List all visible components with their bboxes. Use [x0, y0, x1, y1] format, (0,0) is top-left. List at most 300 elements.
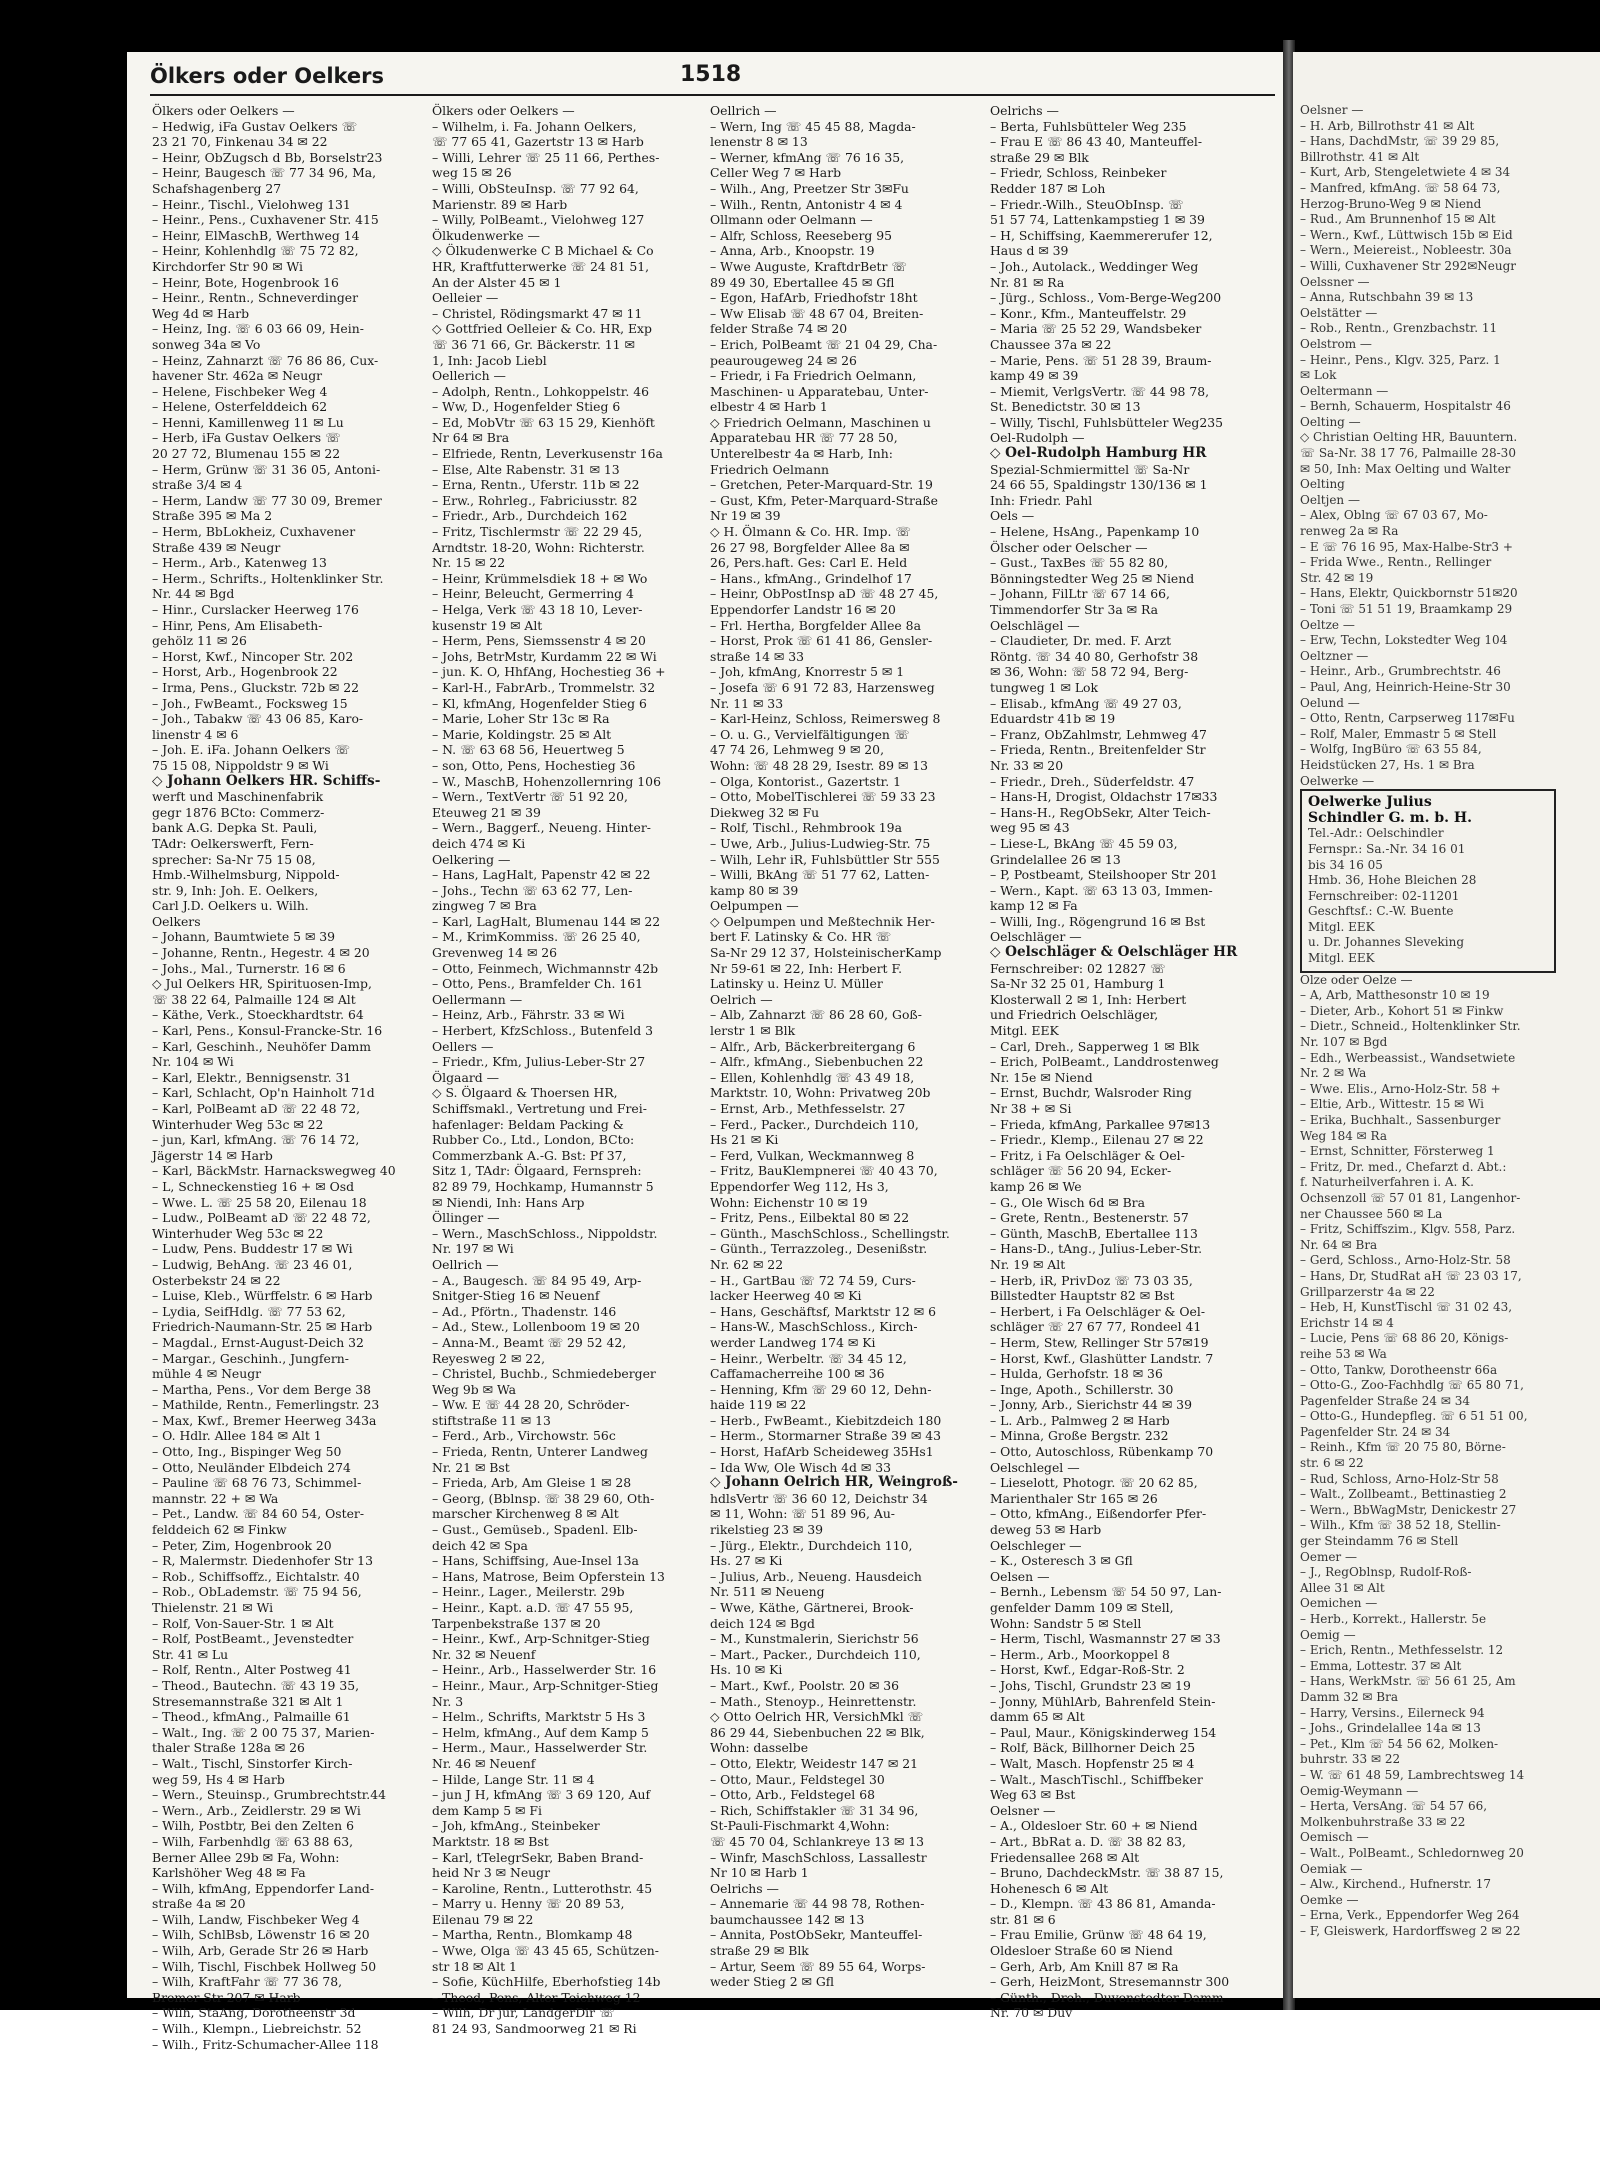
directory-entry-line: Timmendorfer Str 3a ✉ Ra: [990, 602, 1158, 617]
directory-entry-line: – H., GartBau ☏ 72 74 59, Curs-: [710, 1272, 916, 1288]
directory-entry-line: – jun. K. O, HhfAng, Hochestieg 36 +: [432, 664, 666, 680]
directory-entry-line: – Karl, LagHalt, Blumenau 144 ✉ 22: [432, 913, 661, 929]
ad-line: Fernspr.: Sa.-Nr. 34 16 01: [1308, 841, 1466, 856]
directory-entry-line: – Hans, DachdMstr, ☏ 39 29 85,: [1300, 134, 1500, 149]
directory-entry-line: – Toni ☏ 51 51 19, Braamkamp 29: [1300, 602, 1513, 616]
directory-entry-line: – Erna, Rentn., Uferstr. 11b ✉ 22: [432, 477, 640, 493]
directory-entry-line: – Josefa ☏ 6 91 72 83, Harzensweg: [710, 679, 935, 695]
directory-entry-line: Snitger-Stieg 16 ✉ Neuenf: [432, 1288, 600, 1304]
directory-entry-line: – M., KrimKommiss. ☏ 26 25 40,: [432, 929, 641, 945]
directory-entry-line: Hs 21 ✉ Ki: [710, 1132, 779, 1148]
directory-entry-line: – Wern., TextVertr ☏ 51 92 20,: [432, 789, 628, 805]
directory-entry-line: ☏ 77 65 41, Gazertstr 13 ✉ Harb: [432, 134, 644, 150]
directory-entry-line: – Irma, Pens., Gluckstr. 72b ✉ 22: [152, 679, 360, 695]
directory-entry-line: Winterhuder Weg 53c ✉ 22: [152, 1116, 324, 1132]
directory-entry-line: heid Nr 3 ✉ Neugr: [432, 1865, 551, 1881]
directory-entry-line: – Otto, Pens., Bramfelder Ch. 161: [432, 976, 644, 992]
directory-entry-line: – Gust., Gemüseb., Spadenl. Elb-: [432, 1522, 638, 1538]
directory-entry-line: 24 66 55, Spaldingstr 130/136 ✉ 1: [990, 477, 1208, 493]
directory-entry-line: – G., Ole Wisch 6d ✉ Bra: [990, 1194, 1145, 1210]
directory-entry-line: – Christel, Buchb., Schmiedeberger: [432, 1366, 656, 1382]
directory-entry-line: reihe 53 ✉ Wa: [1300, 1346, 1387, 1361]
directory-entry-line: Herzog-Bruno-Weg 9 ✉ Niend: [1300, 196, 1482, 211]
directory-entry-line: Str. 41 ✉ Lu: [152, 1646, 229, 1662]
directory-entry-line: Eteuweg 21 ✉ 39: [432, 804, 541, 820]
directory-entry-line: – Minna, Große Bergstr. 232: [990, 1428, 1169, 1444]
directory-entry-line: – Mart., Kwf., Poolstr. 20 ✉ 36: [710, 1677, 900, 1693]
column-4: [990, 103, 1275, 2021]
directory-entry-line: str 18 ✉ Alt 1: [432, 1958, 517, 1974]
directory-entry-line: Chaussee 37a ✉ 22: [990, 336, 1112, 352]
directory-entry-line: Oeltzner —: [1300, 648, 1369, 663]
directory-entry-line: straße 3/4 ✉ 4: [152, 477, 243, 493]
directory-entry-line: Nr. 44 ✉ Bgd: [152, 586, 235, 602]
directory-entry-line: Spezial-Schmiermittel ☏ Sa-Nr: [990, 461, 1190, 477]
directory-entry-line: – Ludw, Pens. Buddestr 17 ✉ Wi: [152, 1241, 353, 1257]
directory-entry-line: Schiffsmakl., Vertretung und Frei-: [432, 1101, 647, 1116]
directory-entry-line: Celler Weg 7 ✉ Harb: [710, 165, 842, 181]
directory-entry-line: – Wwe. L. ☏ 25 58 20, Eilenau 18: [152, 1194, 367, 1210]
directory-entry-line: Wohn: Eichenstr 10 ✉ 19: [710, 1194, 868, 1210]
directory-entry-line: – Wilh., Rentn, Antonistr 4 ✉ 4: [710, 196, 903, 212]
directory-entry-line: Bönningstedter Weg 25 ✉ Niend: [990, 570, 1195, 586]
directory-entry-line: deweg 53 ✉ Harb: [990, 1522, 1102, 1538]
directory-entry-line: 26, Pers.haft. Ges: Carl E. Held: [710, 555, 908, 571]
column-5-adjacent-page: [1300, 103, 1600, 1953]
directory-entry-line: Damm 32 ✉ Bra: [1300, 1689, 1399, 1704]
directory-entry-line: weg 95 ✉ 43: [990, 820, 1070, 836]
directory-entry-line: – Theod., kfmAng., Palmaille 61: [152, 1709, 351, 1725]
directory-entry-line: – Wilh, Dr jur, LandgerDir ☏: [432, 2005, 615, 2021]
directory-entry-line: – Heinz, Arb., Fährstr. 33 ✉ Wi: [432, 1007, 625, 1023]
directory-entry-line: 23 21 70, Finkenau 34 ✉ 22: [152, 134, 328, 150]
directory-entry-line: Oelsen —: [990, 1568, 1050, 1584]
directory-entry-line: Nr. 46 ✉ Neuenf: [432, 1755, 536, 1771]
directory-entry-line: – Marie, Loher Str 13c ✉ Ra: [432, 711, 610, 727]
directory-entry-line: – W., MaschB, Hohenzollernring 106: [432, 773, 661, 789]
directory-entry-line: – Günth., Terrazzoleg., Desenißstr.: [710, 1241, 928, 1257]
directory-entry-line: kamp 49 ✉ 39: [990, 368, 1079, 384]
directory-entry-line: – Willy, PolBeamt., Vielohweg 127: [432, 212, 645, 228]
directory-entry-line: – Herm., Arb., Moorkoppel 8: [990, 1646, 1170, 1662]
directory-entry-line: – Magdal., Ernst-August-Deich 32: [152, 1334, 364, 1350]
directory-entry-line: – Pet., Landw. ☏ 84 60 54, Oster-: [152, 1506, 365, 1522]
directory-entry-line: tungweg 1 ✉ Lok: [990, 679, 1099, 695]
directory-entry-line: – Karoline, Rentn., Lutterothstr. 45: [432, 1880, 653, 1896]
directory-entry-line: – Johann, FilLtr ☏ 67 14 66,: [990, 586, 1170, 602]
directory-entry-line: – Martha, Pens., Vor dem Berge 38: [152, 1381, 372, 1397]
directory-entry-line: Nr. 15 ✉ 22: [432, 555, 506, 571]
directory-entry-line: – R, Malermstr. Diedenhofer Str 13: [152, 1553, 373, 1569]
directory-entry-line: – Heinz, Ing. ☏ 6 03 66 09, Hein-: [152, 321, 364, 337]
directory-entry-line: – Heinr, Kohlenhdlg ☏ 75 72 82,: [152, 243, 359, 259]
directory-entry-line: – Johs., Mal., Turnerstr. 16 ✉ 6: [152, 960, 346, 976]
directory-entry-line: Oelstrom —: [1300, 336, 1372, 351]
directory-entry-line: – Gerh, HeizMont, Stresemannstr 300: [990, 1974, 1230, 1990]
directory-entry-line: – Otto, Autoschloss, Rübenkamp 70: [990, 1444, 1214, 1460]
directory-entry-line: Oelleier —: [432, 290, 499, 306]
directory-entry-line: Unterelbestr 4a ✉ Harb, Inh:: [710, 446, 893, 462]
directory-entry-line: – Uwe, Arb., Julius-Ludwieg-Str. 75: [710, 835, 931, 851]
directory-entry-line: – Jonny, Arb., Sierichstr 44 ✉ 39: [990, 1397, 1192, 1413]
directory-entry-line: Oemig-Weymann —: [1300, 1783, 1419, 1798]
directory-entry-line: Marktstr. 18 ✉ Bst: [432, 1833, 549, 1849]
directory-entry-line: – Herm., Maur., Hasselwerder Str.: [432, 1740, 648, 1756]
directory-entry-line: Ölkers oder Oelkers —: [152, 103, 295, 118]
directory-entry-line: – Frieda, Arb, Am Gleise 1 ✉ 28: [432, 1475, 632, 1491]
directory-entry-line: – Heinr., Arb., Grumbrechtstr. 46: [1300, 664, 1501, 679]
directory-entry-line: – Frieda, Rentn., Breitenfelder Str: [990, 742, 1206, 758]
directory-entry-line: – Wern, Ing ☏ 45 45 88, Magda-: [710, 118, 916, 134]
directory-entry-line: – Wilh, Lehr iR, Fuhlsbüttler Str 555: [710, 851, 940, 867]
directory-entry-line: Karlshöher Weg 48 ✉ Fa: [152, 1865, 306, 1881]
directory-entry-line: – Günth., Dreh., Duvenstedter Damm: [990, 1989, 1224, 2005]
directory-entry-line: Oemke —: [1300, 1892, 1359, 1907]
directory-entry-line: Osterbekstr 24 ✉ 22: [152, 1272, 281, 1288]
directory-entry-line: – Johanne, Rentn., Hegestr. 4 ✉ 20: [152, 945, 370, 961]
directory-entry-line: ◇ Ölkudenwerke C B Michael & Co: [432, 243, 654, 259]
directory-entry-line: – Wilh, Tischl, Fischbek Hollweg 50: [152, 1958, 377, 1974]
directory-entry-line: – Berta, Fuhlsbütteler Weg 235: [990, 118, 1187, 134]
directory-entry-line: – Karl, Schlacht, Op'n Hainholt 71d: [152, 1085, 375, 1101]
directory-entry-line: – Walt, Masch. Hopfenstr 25 ✉ 4: [990, 1755, 1195, 1771]
directory-entry-line: Oellrich —: [432, 1256, 499, 1272]
directory-entry-line: – Art., BbRat a. D. ☏ 38 82 83,: [990, 1833, 1186, 1849]
directory-entry-line: ◇ Friedrich Oelmann, Maschinen u: [710, 414, 931, 430]
directory-entry-line: Eduardstr 41b ✉ 19: [990, 711, 1116, 727]
directory-entry-line: – Friedr., Dreh., Süderfeldstr. 47: [990, 773, 1195, 789]
directory-entry-line: – Bernh., Lebensm ☏ 54 50 97, Lan-: [990, 1584, 1222, 1600]
directory-entry-line: Marktstr. 10, Wohn: Privatweg 20b: [710, 1085, 931, 1101]
directory-entry-line: – Christel, Rödingsmarkt 47 ✉ 11: [432, 305, 643, 321]
directory-entry-line: str. 81 ✉ 6: [990, 1911, 1056, 1927]
directory-entry-line: – Jürg., Schloss., Vom-Berge-Weg200: [990, 290, 1222, 306]
directory-entry-line: – Willi, ObSteuInsp. ☏ 77 92 64,: [432, 180, 639, 196]
directory-entry-line: ◇ Oelschläger & Oelschläger HR: [990, 944, 1238, 961]
directory-entry-line: ◇ Johann Oelrich HR, Weingroß-: [710, 1474, 958, 1491]
directory-entry-line: linenstr 4 ✉ 6: [152, 726, 239, 742]
directory-entry-line: – Alw., Kirchend., Hufnerstr. 17: [1300, 1877, 1492, 1892]
directory-entry-line: Wohn: dasselbe: [710, 1740, 809, 1756]
directory-entry-line: – Fritz, Pens., Eilbektal 80 ✉ 22: [710, 1210, 910, 1226]
directory-entry-line: zingweg 7 ✉ Bra: [432, 898, 537, 914]
directory-entry-line: – Herm, BbLokheiz, Cuxhavener: [152, 524, 356, 540]
directory-entry-line: Ölkers oder Oelkers —: [432, 103, 575, 118]
directory-entry-line: – Heinr, Baugesch ☏ 77 34 96, Ma,: [152, 165, 377, 181]
directory-entry-line: Straße 395 ✉ Ma 2: [152, 508, 273, 524]
directory-entry-line: Weg 9b ✉ Wa: [432, 1381, 517, 1397]
directory-entry-line: – Hans-W., MaschSchloss., Kirch-: [710, 1319, 918, 1335]
directory-entry-line: Sa-Nr 29 12 37, HolsteinischerKamp: [710, 945, 942, 961]
directory-entry-line: – Ludwig, BehAng. ☏ 23 46 01,: [152, 1256, 353, 1272]
directory-entry-line: – Manfred, kfmAng. ☏ 58 64 73,: [1300, 180, 1501, 195]
directory-entry-line: – Helm, kfmAng., Auf dem Kamp 5: [432, 1724, 649, 1740]
directory-entry-line: – Hans, Geschäftsf, Marktstr 12 ✉ 6: [710, 1303, 936, 1319]
directory-entry-line: – Grete, Rentn., Bestenerstr. 57: [990, 1210, 1189, 1226]
directory-entry-line: Nr. 19 ✉ Alt: [990, 1256, 1066, 1272]
directory-entry-line: Wohn: Sandstr 5 ✉ Stell: [990, 1615, 1142, 1631]
directory-entry-line: Apparatebau HR ☏ 77 28 50,: [710, 430, 898, 446]
directory-entry-line: Oelpumpen —: [710, 898, 799, 914]
ad-line: Mitgl. EEK: [1308, 919, 1375, 934]
directory-entry-line: – Alfr., Arb, Bäckerbreitergang 6: [710, 1038, 916, 1054]
directory-entry-line: – Friedr., Kfm, Julius-Leber-Str 27: [432, 1054, 646, 1070]
directory-entry-line: marscher Kirchenweg 8 ✉ Alt: [432, 1506, 619, 1522]
directory-entry-line: Nr 64 ✉ Bra: [432, 430, 510, 446]
directory-entry-line: ◇ Oelpumpen und Meßtechnik Her-: [710, 913, 935, 929]
directory-entry-line: Berner Allee 29b ✉ Fa, Wohn:: [152, 1849, 340, 1865]
directory-entry-line: – Liese-L, BkAng ☏ 45 59 03,: [990, 835, 1178, 851]
directory-entry-line: – Wilh, kfmAng, Eppendorfer Land-: [152, 1880, 375, 1896]
directory-entry-line: hdlsVertr ☏ 36 60 12, Deichstr 34: [710, 1490, 928, 1506]
directory-entry-line: – Heinr, ObZugsch d Bb, Borselstr23: [152, 149, 383, 165]
directory-entry-line: Haus d ✉ 39: [990, 243, 1069, 259]
directory-entry-line: – Alfr., kfmAng., Siebenbuchen 22: [710, 1054, 924, 1070]
directory-entry-line: Oldesloer Straße 60 ✉ Niend: [990, 1943, 1173, 1959]
directory-entry-line: – Hans, Elektr, Quickbornstr 51✉20: [1300, 586, 1518, 601]
directory-entry-line: – Olga, Kontorist., Gazertstr. 1: [710, 773, 902, 789]
directory-entry-line: – Adolph, Rentn., Lohkoppelstr. 46: [432, 383, 649, 399]
directory-entry-line: mannstr. 22 + ✉ Wa: [152, 1490, 279, 1506]
directory-entry-line: Erichstr 14 ✉ 4: [1300, 1315, 1394, 1330]
directory-entry-line: – Rud, Schloss, Arno-Holz-Str 58: [1300, 1471, 1499, 1486]
directory-entry-line: – Wilh, SchlBsb, Löwenstr 16 ✉ 20: [152, 1927, 370, 1943]
directory-entry-line: – Hilde, Lange Str. 11 ✉ 4: [432, 1771, 595, 1787]
directory-entry-line: str. 6 ✉ 22: [1300, 1456, 1364, 1471]
directory-entry-line: – Karl, PolBeamt aD ☏ 22 48 72,: [152, 1101, 361, 1116]
directory-entry-line: – Kl, kfmAng, Hogenfelder Stieg 6: [432, 695, 647, 711]
directory-entry-line: – Heinr, Beleucht, Germerring 4: [432, 586, 634, 602]
directory-entry-line: – jun, Karl, kfmAng. ☏ 76 14 72,: [152, 1132, 360, 1148]
directory-entry-line: renweg 2a ✉ Ra: [1300, 524, 1399, 539]
directory-entry-line: – Friedr., Klemp., Eilenau 27 ✉ 22: [990, 1132, 1204, 1148]
directory-entry-line: – Otto, Rentn, Carpserweg 117✉Fu: [1300, 711, 1515, 726]
directory-entry-line: St-Pauli-Fischmarkt 4,Wohn:: [710, 1818, 890, 1834]
directory-entry-line: – Alex, Oblng ☏ 67 03 67, Mo-: [1300, 508, 1488, 523]
directory-entry-line: – Dieter, Arb., Kohort 51 ✉ Finkw: [1300, 1003, 1504, 1018]
directory-entry-line: – Anna, Rutschbahn 39 ✉ 13: [1300, 290, 1474, 305]
directory-entry-line: Oellermann —: [432, 991, 523, 1007]
directory-entry-line: – Karl, Geschinh., Neuhöfer Damm: [152, 1038, 371, 1054]
directory-entry-line: Hmb.-Wilhelmsburg, Nippold-: [152, 867, 340, 883]
directory-entry-line: Hs. 27 ✉ Ki: [710, 1553, 783, 1569]
directory-entry-line: – Erich, Rentn., Methfesselstr. 12: [1300, 1643, 1504, 1658]
directory-entry-line: Oelschläger —: [990, 929, 1082, 945]
directory-entry-line: – Carl, Dreh., Sapperweg 1 ✉ Blk: [990, 1038, 1200, 1054]
directory-entry-line: straße 29 ✉ Blk: [990, 149, 1089, 165]
directory-entry-line: deich 124 ✉ Bgd: [710, 1615, 815, 1631]
directory-entry-line: – D., Klempn. ☏ 43 86 81, Amanda-: [990, 1896, 1216, 1912]
directory-entry-line: – Wilh., Ang, Preetzer Str 3✉Fu: [710, 180, 909, 196]
directory-entry-line: Carl J.D. Oelkers u. Wilh.: [152, 898, 309, 914]
directory-entry-line: – Gust, Kfm, Peter-Marquard-Straße: [710, 492, 938, 508]
directory-entry-line: sonweg 34a ✉ Vo: [152, 336, 261, 352]
directory-entry-line: Nr 38 + ✉ Si: [990, 1101, 1072, 1116]
directory-entry-line: – Hans, Schiffsing, Aue-Insel 13a: [432, 1553, 639, 1569]
directory-entry-line: – Alb, Zahnarzt ☏ 86 28 60, Goß-: [710, 1007, 922, 1023]
page-number: 1518: [680, 62, 742, 87]
directory-entry-line: – Wilh., Fritz-Schumacher-Allee 118: [152, 2036, 379, 2052]
directory-entry-line: – Helene, Fischbeker Weg 4: [152, 383, 328, 399]
directory-entry-line: havener Str. 462a ✉ Neugr: [152, 368, 323, 384]
directory-entry-line: Grillparzerstr 4a ✉ 22: [1300, 1284, 1435, 1299]
directory-entry-line: – Helga, Verk ☏ 43 18 10, Lever-: [432, 602, 643, 617]
directory-entry-line: HR, Kraftfutterwerke ☏ 24 81 51,: [432, 258, 650, 274]
directory-entry-line: – Friedr, i Fa Friedrich Oelmann,: [710, 368, 917, 384]
directory-entry-line: – Wilh, Farbenhdlg ☏ 63 88 63,: [152, 1833, 354, 1849]
directory-entry-line: – Otto, Maur., Feldstegel 30: [710, 1771, 885, 1787]
directory-entry-line: Schafshagenberg 27: [152, 180, 282, 196]
directory-entry-line: Commerzbank A.-G. Bst: Pf 37,: [432, 1147, 627, 1163]
directory-entry-line: – Rich, Schiffstakler ☏ 31 34 96,: [710, 1802, 919, 1818]
directory-entry-line: Grindelallee 26 ✉ 13: [990, 851, 1121, 867]
directory-entry-line: – Ida Ww, Ole Wisch 4d ✉ 33: [710, 1459, 891, 1475]
directory-entry-line: Oelschleger —: [990, 1537, 1082, 1553]
directory-entry-line: schläger ☏ 27 67 77, Rondeel 41: [990, 1319, 1202, 1335]
directory-entry-line: – Otto, Ing., Bispinger Weg 50: [152, 1444, 342, 1460]
directory-entry-line: – Johs., Techn ☏ 63 62 77, Len-: [432, 882, 633, 898]
directory-entry-line: – Heinr., Kwf., Arp-Schnitger-Stieg: [432, 1631, 650, 1647]
directory-entry-line: – A., Oldesloer Str. 60 + ✉ Niend: [990, 1818, 1198, 1834]
directory-entry-line: Friedrich-Naumann-Str. 25 ✉ Harb: [152, 1319, 373, 1335]
directory-entry-line: – Herb., FwBeamt., Kiebitzdeich 180: [710, 1412, 942, 1428]
directory-entry-line: – H. Arb, Billrothstr 41 ✉ Alt: [1300, 118, 1475, 133]
directory-entry-line: weder Stieg 2 ✉ Gfl: [710, 1974, 835, 1990]
directory-entry-line: – Gerh, Arb, Am Knill 87 ✉ Ra: [990, 1958, 1179, 1974]
directory-entry-line: Nr. 70 ✉ Duv: [990, 2005, 1073, 2021]
directory-entry-line: weg 15 ✉ 26: [432, 165, 512, 181]
directory-entry-line: – Otto-G., Zoo-Fachhdlg ☏ 65 80 71,: [1300, 1378, 1524, 1393]
directory-entry-line: – Herbert, KfzSchloss., Butenfeld 3: [432, 1023, 653, 1039]
directory-entry-line: Klosterwall 2 ✉ 1, Inh: Herbert: [990, 991, 1187, 1007]
directory-entry-line: gehölz 11 ✉ 26: [152, 633, 247, 649]
directory-entry-line: – Margar., Geschinh., Jungfern-: [152, 1350, 349, 1366]
directory-entry-line: – Wwe. Elis., Arno-Holz-Str. 58 +: [1300, 1081, 1501, 1096]
directory-entry-line: Oelrichs —: [990, 103, 1059, 118]
directory-entry-line: hafenlager: Beldam Packing &: [432, 1116, 624, 1132]
directory-entry-line: – Joh., FwBeamt., Focksweg 15: [152, 695, 348, 711]
directory-entry-line: gegr 1876 BCto: Commerz-: [152, 804, 325, 820]
directory-entry-line: Pagenfelder Str. 24 ✉ 34: [1300, 1424, 1451, 1439]
directory-entry-line: Oellerich —: [432, 368, 506, 384]
directory-entry-line: bert F. Latinsky & Co. HR ☏: [710, 929, 892, 945]
directory-entry-line: Oemer —: [1300, 1549, 1357, 1564]
directory-entry-line: Oels —: [990, 508, 1035, 524]
directory-entry-line: – Herm., Arb., Katenweg 13: [152, 555, 327, 571]
directory-entry-line: peaurougeweg 24 ✉ 26: [710, 352, 857, 368]
directory-entry-line: Marienstr. 89 ✉ Harb: [432, 196, 568, 212]
directory-entry-line: ◇ S. Ölgaard & Thoersen HR,: [432, 1085, 618, 1101]
directory-entry-line: Oel-Rudolph —: [990, 430, 1085, 446]
directory-entry-line: Marienthaler Str 165 ✉ 26: [990, 1490, 1158, 1506]
directory-entry-line: – Elfriede, Rentn, Leverkusenstr 16a: [432, 446, 663, 462]
directory-entry-line: – Otto-G., Hundepfleg. ☏ 6 51 51 00,: [1300, 1409, 1528, 1424]
directory-entry-line: – Kurt, Arb, Stengeletwiete 4 ✉ 34: [1300, 165, 1511, 180]
directory-entry-line: – Heinr., Arb., Hasselwerder Str. 16: [432, 1662, 657, 1678]
directory-entry-line: Winterhuder Weg 53c ✉ 22: [152, 1225, 324, 1241]
directory-entry-line: schläger ☏ 56 20 94, Ecker-: [990, 1163, 1172, 1179]
directory-entry-line: Nr 59-61 ✉ 22, Inh: Herbert F.: [710, 960, 903, 976]
directory-entry-line: Oelrichs —: [710, 1880, 779, 1896]
directory-entry-line: Nr. 2 ✉ Wa: [1300, 1066, 1367, 1081]
directory-entry-line: Friedensallee 268 ✉ Alt: [990, 1849, 1140, 1865]
directory-entry-line: 82 89 79, Hochkamp, Humannstr 5: [432, 1178, 654, 1194]
directory-entry-line: Nr. 511 ✉ Neueng: [710, 1584, 825, 1600]
directory-entry-line: – Maria ☏ 25 52 29, Wandsbeker: [990, 321, 1202, 337]
directory-entry-line: – Wwe Auguste, KraftdrBetr ☏: [710, 258, 907, 274]
directory-entry-line: ◇ Oel-Rudolph Hamburg HR: [990, 445, 1207, 462]
directory-entry-line: ☏ 45 70 04, Schlankreye 13 ✉ 13: [710, 1833, 925, 1849]
directory-entry-line: Pagenfelder Straße 24 ✉ 34: [1300, 1393, 1471, 1408]
directory-entry-line: ◇ Johann Oelkers HR. Schiffs-: [152, 772, 381, 789]
directory-entry-line: Billstedter Hauptstr 82 ✉ Bst: [990, 1288, 1175, 1304]
directory-entry-line: – Ludw., PolBeamt aD ☏ 22 48 72,: [152, 1210, 371, 1226]
directory-entry-line: – Heinr, Krümmelsdiek 18 + ✉ Wo: [432, 570, 648, 586]
directory-entry-line: Oelschlägel —: [990, 617, 1080, 633]
directory-entry-line: baumchaussee 142 ✉ 13: [710, 1911, 865, 1927]
directory-entry-line: – Fritz, Schiffszim., Klgv. 558, Parz.: [1300, 1222, 1516, 1237]
directory-entry-line: – Ernst, Schnitter, Försterweg 1: [1300, 1144, 1495, 1159]
directory-entry-line: – Herb., Korrekt., Hallerstr. 5e: [1300, 1612, 1487, 1626]
directory-entry-line: – Anna, Arb., Knoopstr. 19: [710, 243, 875, 259]
directory-entry-line: – Mathilde, Rentn., Femerlingstr. 23: [152, 1397, 380, 1413]
directory-entry-line: – Fritz, i Fa Oelschläger & Oel-: [990, 1147, 1185, 1163]
directory-entry-line: Heidstücken 27, Hs. 1 ✉ Bra: [1300, 757, 1475, 772]
directory-entry-line: – Herm, Pens, Siemssenstr 4 ✉ 20: [432, 633, 646, 649]
directory-entry-line: – Herb, iFa Gustav Oelkers ☏: [152, 430, 341, 446]
directory-entry-line: Nr. 81 ✉ Ra: [990, 274, 1065, 290]
directory-entry-line: – Wern., Baggerf., Neueng. Hinter-: [432, 820, 651, 836]
directory-entry-line: – Emma, Lottestr. 37 ✉ Alt: [1300, 1658, 1462, 1673]
directory-entry-line: – Frida Wwe., Rentn., Rellinger: [1300, 555, 1492, 570]
directory-entry-line: – Willi, BkAng ☏ 51 77 62, Latten-: [710, 867, 930, 883]
directory-entry-line: Straße 439 ✉ Neugr: [152, 539, 281, 555]
directory-entry-line: Latinsky u. Heinz U. Müller: [710, 976, 883, 992]
directory-entry-line: – Wilh, Landw, Fischbeker Weg 4: [152, 1911, 360, 1927]
directory-entry-line: Oelting: [1300, 477, 1345, 492]
directory-entry-line: – Johs, BetrMstr, Kurdamm 22 ✉ Wi: [432, 648, 657, 664]
directory-entry-line: – Marry u. Henny ☏ 20 89 53,: [432, 1896, 625, 1912]
directory-entry-line: ✉ 11, Wohn: ☏ 51 89 96, Au-: [710, 1506, 895, 1522]
directory-entry-line: – Johs, Tischl, Grundstr 23 ✉ 19: [990, 1677, 1191, 1693]
directory-entry-line: Fernschreiber: 02 12827 ☏: [990, 960, 1166, 976]
directory-entry-line: – Wilh, Arb, Gerade Str 26 ✉ Harb: [152, 1943, 369, 1959]
directory-entry-line: 47 74 26, Lehmweg 9 ✉ 20,: [710, 742, 885, 758]
directory-entry-line: – Harry, Versins., Eilerneck 94: [1300, 1705, 1485, 1720]
directory-entry-line: Ölgaard —: [432, 1069, 500, 1085]
directory-entry-line: – Ww, D., Hogenfelder Stieg 6: [432, 399, 621, 415]
directory-entry-line: – Horst, Arb., Hogenbrook 22: [152, 664, 338, 680]
directory-entry-line: Allee 31 ✉ Alt: [1300, 1580, 1385, 1595]
directory-entry-line: – Lieselott, Photogr. ☏ 20 62 85,: [990, 1475, 1198, 1491]
directory-entry-line: – Alfr, Schloss, Reeseberg 95: [710, 227, 893, 243]
directory-entry-line: – Hulda, Gerhofstr. 18 ✉ 36: [990, 1366, 1163, 1382]
directory-entry-line: – Johs., Grindelallee 14a ✉ 13: [1300, 1721, 1481, 1736]
directory-entry-line: – Werner, kfmAng ☏ 76 16 35,: [710, 149, 905, 165]
directory-entry-line: – Rob., Rentn., Grenzbachstr. 11: [1300, 321, 1498, 336]
directory-entry-line: straße 29 ✉ Blk: [710, 1943, 809, 1959]
directory-entry-line: 86 29 44, Siebenbuchen 22 ✉ Blk,: [710, 1724, 925, 1740]
header-rule: [150, 94, 1275, 96]
directory-entry-line: – Walt., Tischl, Sinstorfer Kirch-: [152, 1755, 353, 1771]
directory-entry-line: lacker Heerweg 40 ✉ Ki: [710, 1288, 862, 1304]
ad-line: Mitgl. EEK: [1308, 951, 1375, 966]
directory-entry-line: – Rolf, Rentn., Alter Postweg 41: [152, 1662, 352, 1678]
directory-entry-line: – W. ☏ 61 48 59, Lambrechtsweg 14: [1300, 1767, 1525, 1782]
directory-entry-line: – Hedwig, iFa Gustav Oelkers ☏: [152, 118, 358, 134]
directory-entry-line: – J., RegOblnsp, Rudolf-Roß-: [1300, 1565, 1472, 1580]
directory-entry-line: Hohenesch 6 ✉ Alt: [990, 1880, 1109, 1896]
